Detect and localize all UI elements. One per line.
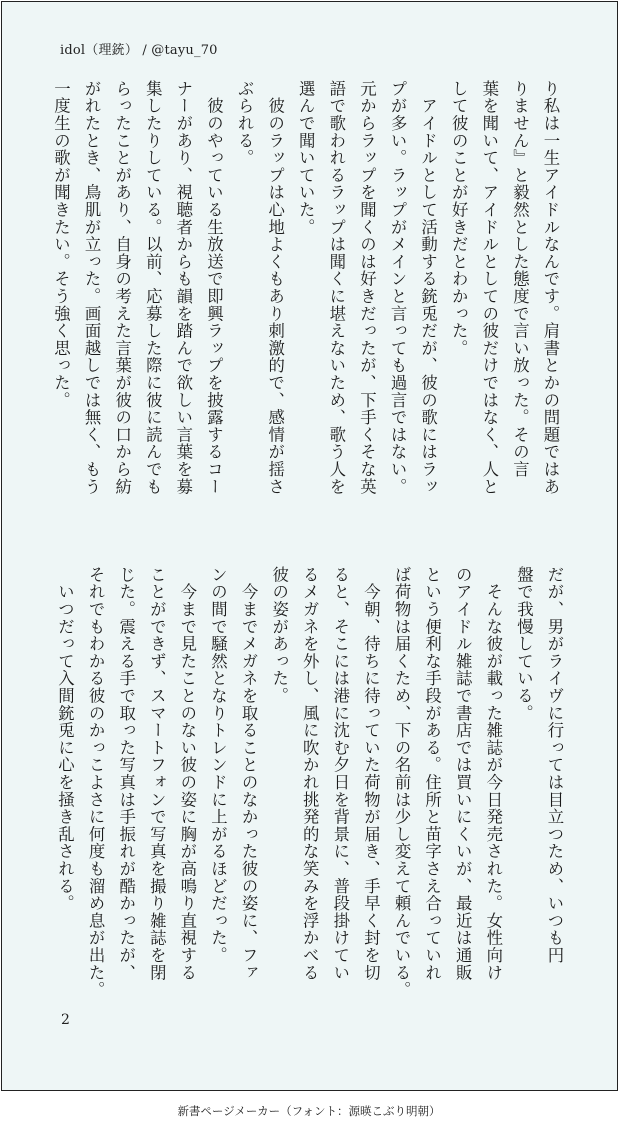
text-line: ンの間で騒然となりトレンドに上がるほどだった。: [208, 566, 228, 964]
text-line: 元からラップを聞くのは好きだったが、下手くそな英: [357, 80, 377, 496]
text-line: 語で歌われるラップは聞くに堪えないため、歌う人を: [326, 80, 346, 496]
text-line: じた。震える手で取った写真は手振れが酷かったが、: [116, 566, 136, 982]
text-line: だが、男がライヴに行っては目立つため、いつも円: [545, 566, 564, 964]
text-line: 今朝、待ちに待っていた荷物が届き、手早く封を切: [361, 566, 381, 982]
text-line: 一度生の歌が聞きたい。そう強く思った。: [51, 80, 71, 409]
text-line: 葉を聞いて、アイドルとしての彼だけではなく、人と: [479, 80, 499, 496]
text-line: ことができず、スマートフォンで写真を撮り雑誌を閉: [147, 566, 167, 982]
text-line: りません』と毅然とした態度で言い放った。その言: [510, 80, 530, 478]
lower-text-block: [49, 566, 569, 1026]
text-line: 選んで聞いていた。: [296, 80, 316, 236]
text-line: がれたとき、鳥肌が立った。画面越しでは無く、もう: [82, 80, 102, 496]
text-line: 集したりしている。以前、応募した際に彼に読んでも: [143, 80, 163, 496]
text-line: 彼の姿があった。: [269, 566, 289, 705]
book-page: [1, 1, 618, 1091]
text-line: り私は一生アイドルなんです。肩書とかの問題ではあ: [541, 80, 560, 496]
text-line: いつだって入間銃兎に心を掻き乱される。: [55, 566, 75, 912]
text-line: るメガネを外し、風に吹かれ挑発的な笑みを浮かべる: [300, 566, 320, 982]
text-line: らったことがあり、自身の考えた言葉が彼の口から紡: [112, 80, 132, 496]
page-number: 2: [61, 1012, 70, 1028]
text-line: 彼のラップは心地よくもあり刺激的で、感情が揺さ: [265, 80, 285, 496]
text-line: ぶられる。: [235, 80, 255, 167]
page-header: idol（理銃） / @tayu_70: [60, 43, 218, 58]
text-line: プが多い。ラップがメインと言っても過言ではない。: [388, 80, 408, 496]
text-line: 今までメガネを取ることのなかった彼の姿に、ファ: [239, 566, 259, 982]
text-line: ると、そこには港に沈む夕日を背景に、普段掛けてい: [330, 566, 350, 982]
text-line: 盤で我慢している。: [514, 566, 534, 722]
text-line: 今まで見たことのない彼の姿に胸が高鳴り直視する: [177, 566, 197, 982]
text-line: して彼のことが好きだとわかった。: [449, 80, 469, 357]
text-line: という便利な手段がある。住所と苗字さえ合っていれ: [422, 566, 442, 982]
text-line: 彼のやっている生放送で即興ラップを披露するコー: [204, 80, 224, 496]
text-line: それでもわかる彼のかっこよさに何度も溜め息が出た。: [86, 566, 106, 999]
upper-text-block: [45, 80, 565, 540]
text-line: アイドルとして活動する銃兎だが、彼の歌にはラッ: [418, 80, 438, 496]
text-line: ば荷物は届くため、下の名前は少し変えて頼んでいる。: [392, 566, 412, 999]
text-line: そんな彼が載った雑誌が今日発売された。女性向け: [483, 566, 503, 982]
footer-credit: 新書ページメーカー（フォント：源暎こぶり明朝）: [177, 1104, 441, 1118]
text-line: ナーがあり、視聴者からも韻を踏んで欲しい言葉を募: [173, 80, 193, 496]
text-line: のアイドル雑誌で書店では買いにくいが、最近は通販: [453, 566, 473, 982]
